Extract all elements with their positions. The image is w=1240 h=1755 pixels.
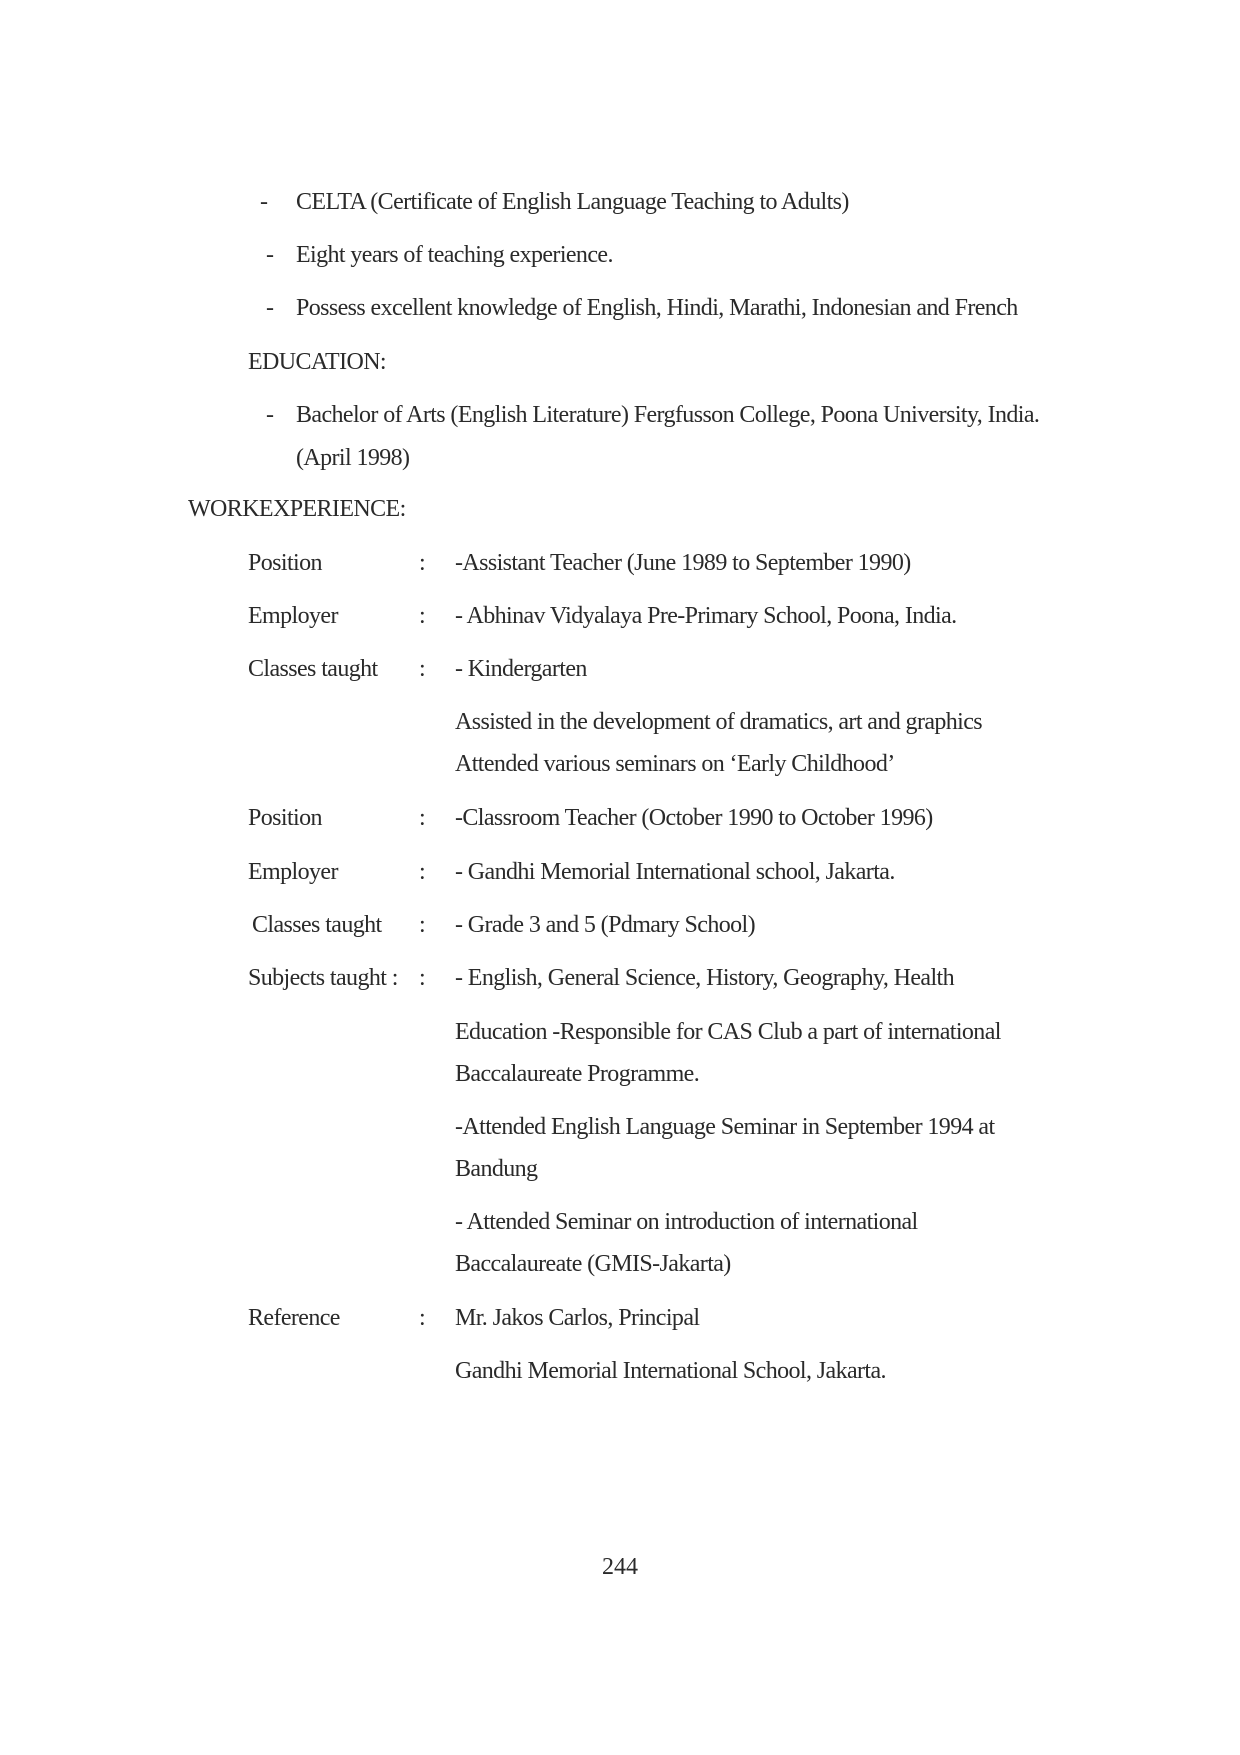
job-note: Baccalaureate Programme. [455,1061,700,1087]
job-note: Education -Responsible for CAS Club a part of international [455,1019,1001,1045]
reference-label: Reference [248,1305,340,1331]
list-item-text: Possess excellent knowledge of English, Hindi, Marathi, Indonesian and French [296,295,1018,321]
subjects-label: Subjects taught : [248,965,398,991]
classes-value: - Grade 3 and 5 (Pdmary School) [455,912,755,938]
classes-label: Classes taught [252,912,382,938]
subjects-value: - English, General Science, History, Geography, Health [455,965,954,991]
job-note: Attended various seminars on ‘Early Childhood’ [455,751,895,777]
colon: : [419,965,426,991]
position-label: Position [248,805,322,831]
reference-value: Mr. Jakos Carlos, Principal [455,1305,700,1331]
classes-value: - Kindergarten [455,656,587,682]
job-note: Baccalaureate (GMIS-Jakarta) [455,1251,731,1277]
colon: : [419,805,426,831]
list-item-continuation: (April 1998) [296,445,410,471]
bullet-dash: - [266,295,274,321]
colon: : [419,859,426,885]
employer-value: - Abhinav Vidyalaya Pre-Primary School, Poona, India. [455,603,957,629]
job-note: Bandung [455,1156,538,1182]
employer-label: Employer [248,859,338,885]
job-note: - Attended Seminar on introduction of international [455,1209,918,1235]
colon: : [419,550,426,576]
colon: : [419,1305,426,1331]
bullet-dash: - [260,189,268,215]
position-value: -Assistant Teacher (June 1989 to September 1990) [455,550,911,576]
reference-continuation: Gandhi Memorial International School, Jakarta. [455,1358,886,1384]
list-item-text: Eight years of teaching experience. [296,242,613,268]
position-value: -Classroom Teacher (October 1990 to October 1996) [455,805,933,831]
employer-label: Employer [248,603,338,629]
classes-label: Classes taught [248,656,378,682]
work-experience-heading: WORKEXPERIENCE: [188,496,406,522]
list-item-text: CELTA (Certificate of English Language Teaching to Adults) [296,189,849,215]
colon: : [419,603,426,629]
job-note: -Attended English Language Seminar in September 1994 at [455,1114,995,1140]
job-note: Assisted in the development of dramatics, art and graphics [455,709,983,735]
bullet-dash: - [266,242,274,268]
colon: : [419,656,426,682]
colon: : [419,912,426,938]
position-label: Position [248,550,322,576]
education-heading: EDUCATION: [248,349,386,375]
employer-value: - Gandhi Memorial International school, Jakarta. [455,859,895,885]
page-number: 244 [602,1554,638,1580]
bullet-dash: - [266,402,274,428]
list-item-text: Bachelor of Arts (English Literature) Fergfusson College, Poona University, India. [296,402,1040,428]
